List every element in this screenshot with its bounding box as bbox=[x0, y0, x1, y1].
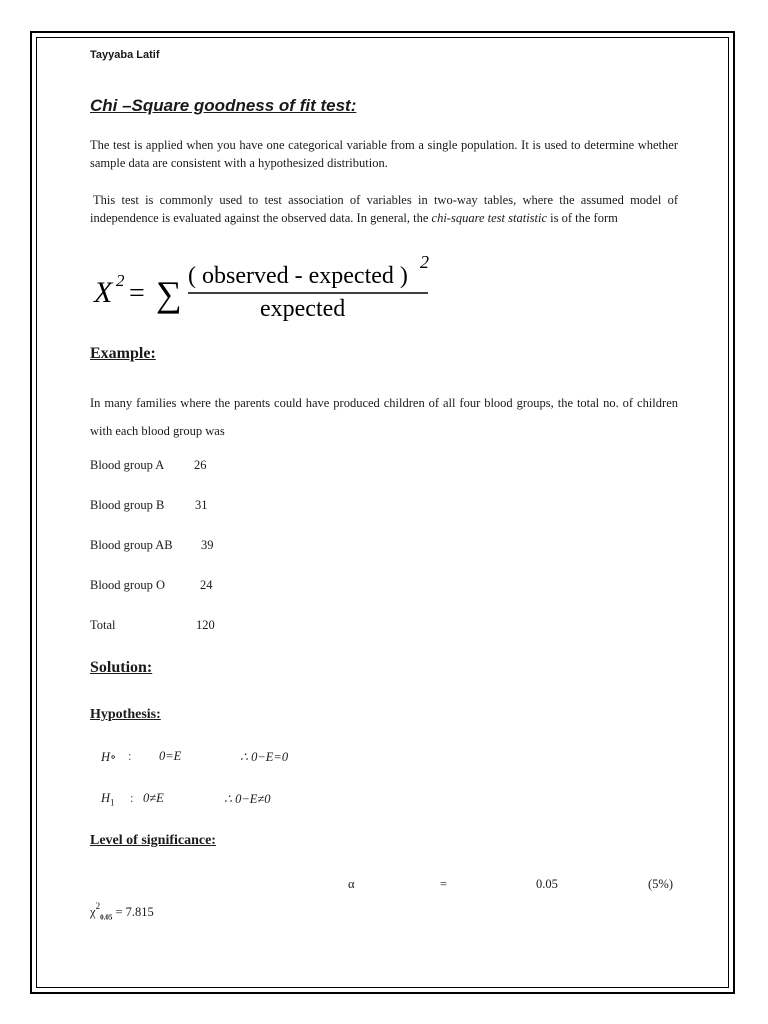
blood-group-row-total bbox=[90, 618, 215, 636]
alt-hypothesis-statement: 0≠E bbox=[143, 791, 164, 805]
intro-p2-end: is of the form bbox=[547, 211, 618, 225]
blood-group-row-a bbox=[90, 458, 207, 476]
intro-paragraph-2 bbox=[90, 191, 678, 227]
chi-symbol: χ bbox=[90, 905, 96, 920]
chi-square-critical-value bbox=[90, 903, 154, 922]
level-of-significance-heading: Level of significance: bbox=[90, 833, 216, 848]
null-hypothesis-statement: 0=E bbox=[159, 749, 182, 763]
alt-hypothesis-therefore: ∴ 0−E≠0 bbox=[224, 792, 271, 806]
alpha-equals: = bbox=[440, 877, 448, 891]
blood-group-label: Blood group A bbox=[90, 458, 165, 472]
solution-heading: Solution: bbox=[90, 659, 153, 676]
alt-hypothesis-colon: : bbox=[130, 791, 134, 805]
document-title: Chi –Square goodness of fit test: bbox=[90, 96, 357, 115]
null-hypothesis-colon: : bbox=[128, 749, 132, 763]
null-hypothesis-therefore: ∴ 0−E=0 bbox=[240, 750, 289, 764]
example-heading: Example: bbox=[90, 345, 156, 362]
formula-denominator: expected bbox=[260, 296, 346, 322]
blood-group-label: Blood group AB bbox=[90, 538, 173, 552]
formula-lhs: X bbox=[94, 276, 113, 309]
alt-hypothesis-label bbox=[101, 791, 115, 808]
formula-sigma: ∑ bbox=[156, 274, 182, 314]
intro-paragraph-1: The test is applied when you have one categorical variable from a single population. It is used to determine whether sample data are consistent with a hypothesized distribution. bbox=[90, 138, 678, 170]
hypothesis-heading: Hypothesis: bbox=[90, 707, 161, 722]
blood-group-value: 31 bbox=[195, 498, 208, 512]
blood-group-label: Total bbox=[90, 618, 116, 632]
alpha-symbol: α bbox=[348, 877, 355, 891]
blood-group-label: Blood group B bbox=[90, 498, 165, 512]
alpha-percent: (5%) bbox=[648, 877, 673, 891]
blood-group-row-o bbox=[90, 578, 213, 596]
blood-group-label: Blood group O bbox=[90, 578, 165, 592]
chi-subscript: 0.05 bbox=[100, 913, 113, 922]
formula-lhs-exponent: 2 bbox=[116, 271, 125, 290]
chi-superscript: 2 bbox=[95, 901, 101, 911]
alpha-value: 0.05 bbox=[536, 877, 558, 891]
blood-group-value: 39 bbox=[201, 538, 214, 552]
alt-hypothesis-symbol: H bbox=[101, 791, 111, 805]
blood-group-row-b bbox=[90, 498, 208, 516]
formula-equals: = bbox=[129, 278, 145, 309]
formula-numerator: ( observed - expected ) bbox=[188, 263, 408, 289]
example-text: In many families where the parents could have produced children of all four blood groups, the total no. of children with each blood group was bbox=[90, 396, 678, 438]
intro-p2-emphasis: chi-square test statistic bbox=[431, 211, 548, 225]
blood-group-row-ab bbox=[90, 538, 214, 556]
alt-hypothesis-subscript: 1 bbox=[110, 797, 115, 808]
chi-square-formula bbox=[92, 252, 452, 327]
author-name: Tayyaba Latif bbox=[90, 49, 160, 61]
blood-group-value: 120 bbox=[196, 618, 215, 632]
formula-numerator-exponent: 2 bbox=[420, 252, 429, 272]
null-hypothesis-label: H∘ bbox=[101, 750, 117, 764]
blood-group-value: 24 bbox=[200, 578, 213, 592]
chi-critical-value: = 7.815 bbox=[112, 905, 154, 920]
blood-group-value: 26 bbox=[194, 458, 207, 472]
intro-p2-start: This test is commonly used to test association of variables in two-way tables, where the assumed model of independence is evaluated against the observed data. In general, the bbox=[90, 193, 678, 225]
